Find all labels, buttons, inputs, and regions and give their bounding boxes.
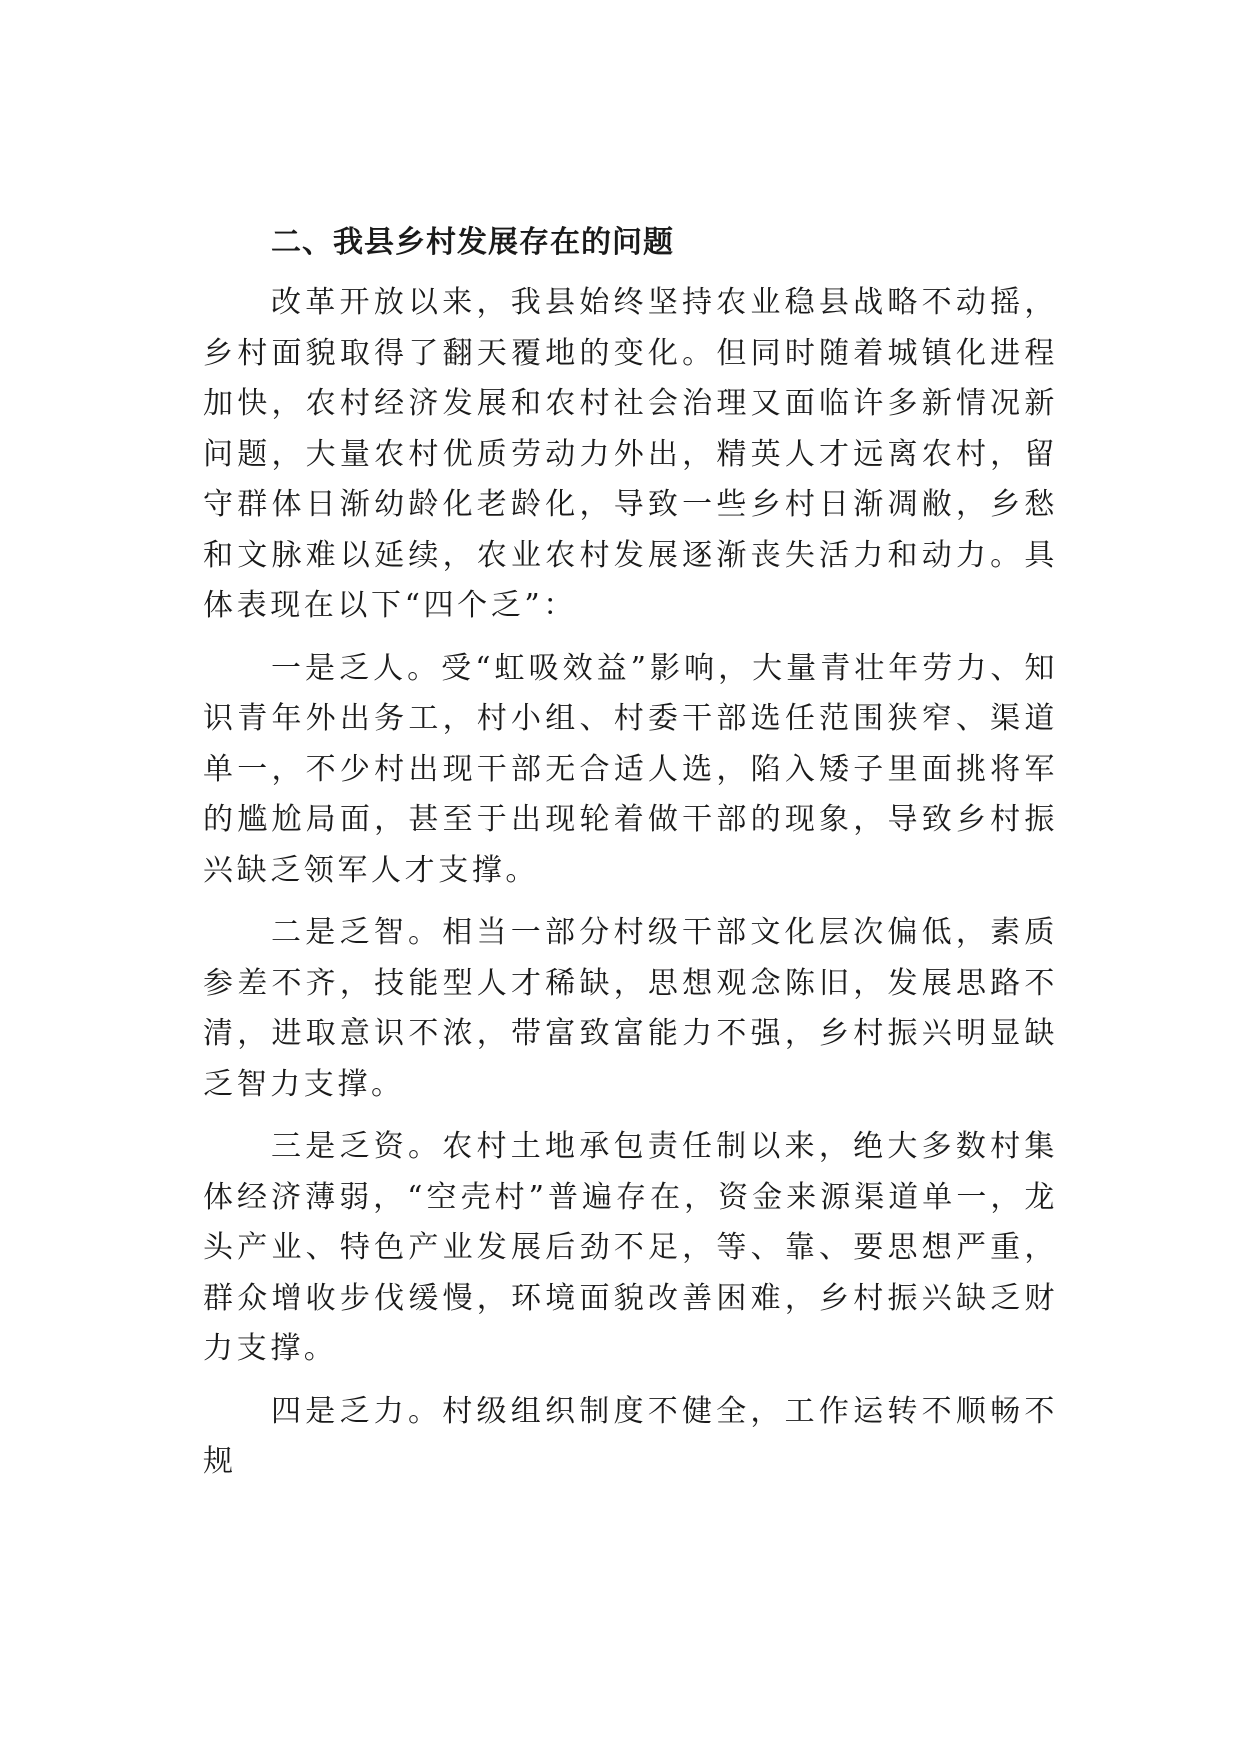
paragraph-lack-people: 一是乏人。受“虹吸效益”影响，大量青壮年劳力、知识青年外出务工，村小组、村委干部选任范围狭窄、渠道单一，不少村出现干部无合适人选，陷入矮子里面挑将军的尴尬局面，甚至于出现轮着做干部的现象，导致乡村振兴缺乏领军人才支撑。 [203, 650, 1058, 888]
paragraph-lack-funds: 三是乏资。农村土地承包责任制以来，绝大多数村集体经济薄弱，“空壳村”普遍存在，资金来源渠道单一，龙头产业、特色产业发展后劲不足，等、靠、要思想严重，群众增收步伐缓慢，环境面貌改善困难，乡村振兴缺乏财力支撑。 [203, 1129, 1058, 1366]
paragraph-intro: 改革开放以来，我县始终坚持农业稳县战略不动摇，乡村面貌取得了翻天覆地的变化。但同时随着城镇化进程加快，农村经济发展和农村社会治理又面临许多新情况新问题，大量农村优质劳动力外出，精英人才远离农村，留守群体日渐幼龄化老龄化，导致一些乡村日渐凋敝，乡愁和文脉难以延续，农业农村发展逐渐丧失活力和动力。具体表现在以下“四个乏”： [203, 285, 1058, 623]
paragraph-lack-strength: 四是乏力。村级组织制度不健全，工作运转不顺畅不规 [203, 1393, 1058, 1479]
document-body [203, 218, 1058, 1488]
paragraph-lack-wisdom: 二是乏智。相当一部分村级干部文化层次偏低，素质参差不齐，技能型人才稀缺，思想观念陈旧，发展思路不清，进取意识不浓，带富致富能力不强，乡村振兴明显缺乏智力支撑。 [203, 915, 1058, 1102]
section-heading: 二、我县乡村发展存在的问题 [271, 225, 674, 260]
